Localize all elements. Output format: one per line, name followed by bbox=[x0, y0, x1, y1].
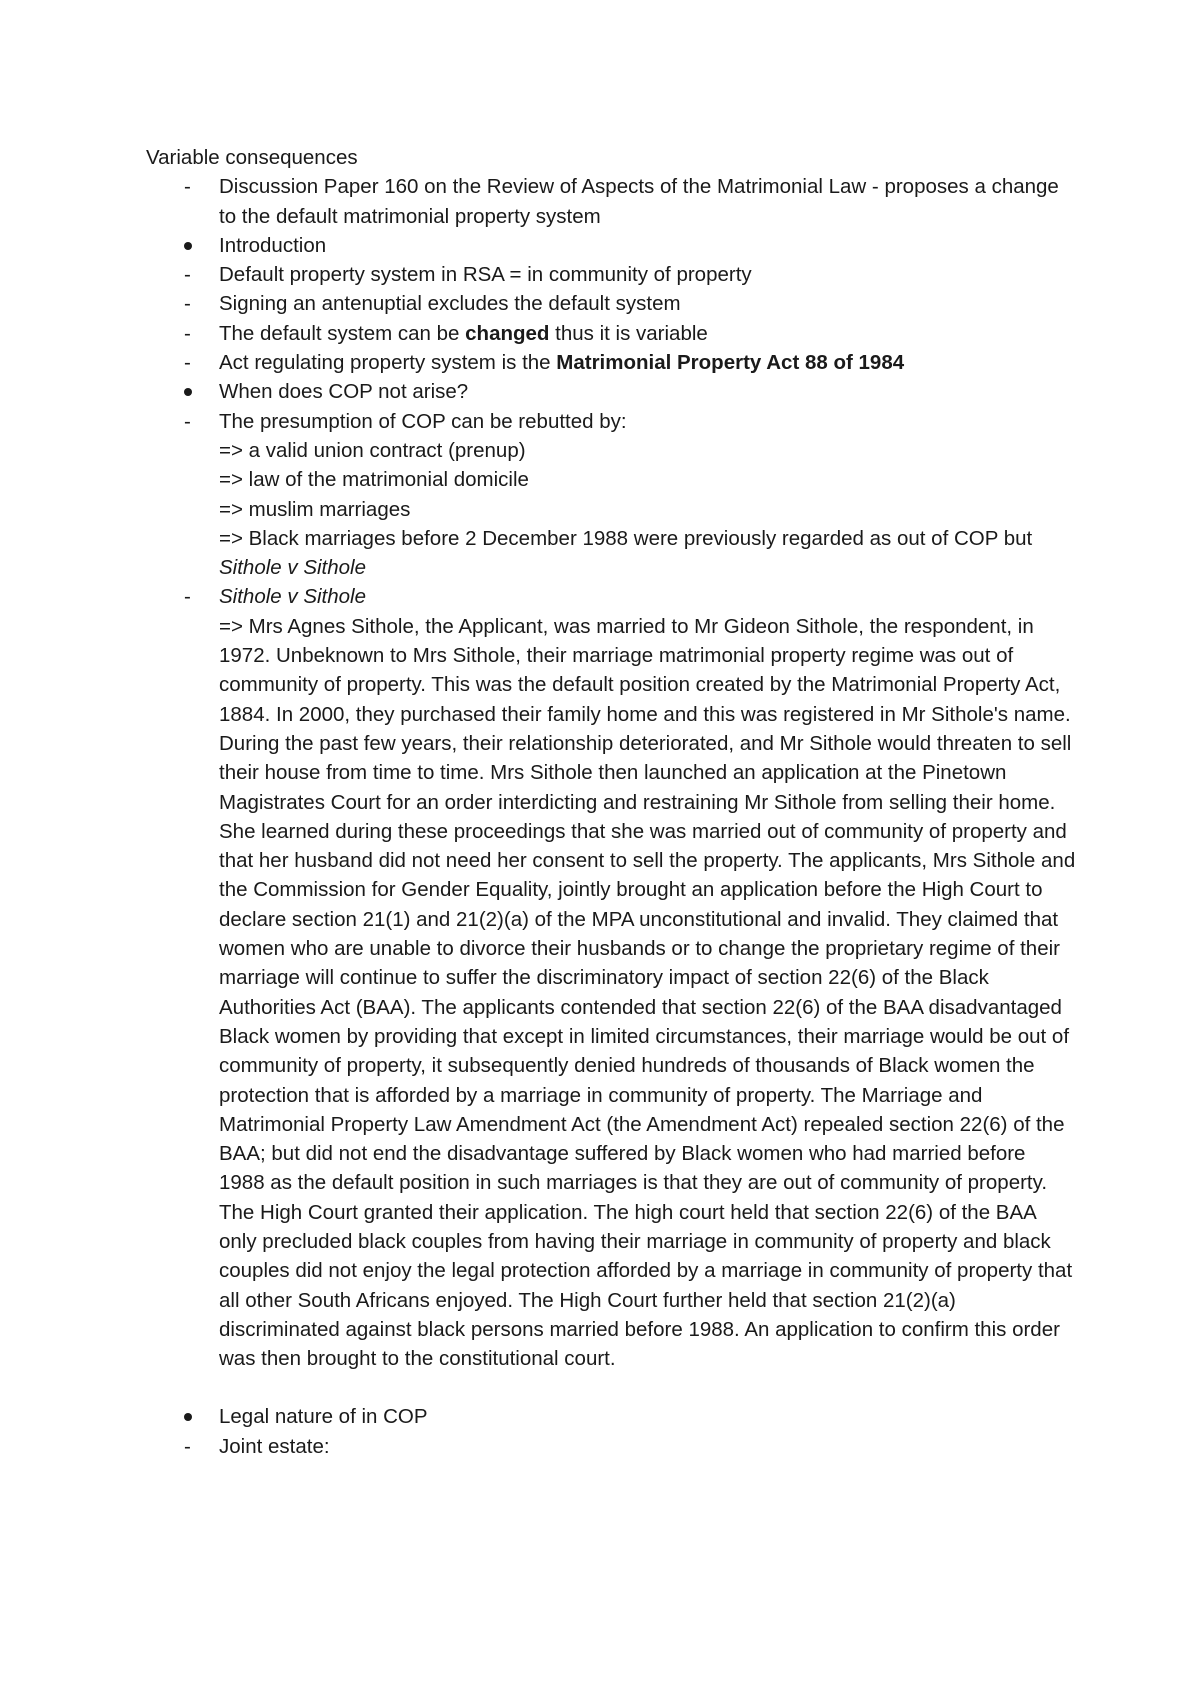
list-item-legal-nature bbox=[146, 1402, 1076, 1431]
rebuttal-text: => Black marriages before 2 December 1988 were previously regarded as out of COP but bbox=[219, 526, 1033, 550]
dash-marker: - bbox=[184, 351, 191, 375]
list-item-act bbox=[146, 348, 1076, 377]
item-text: thus it is variable bbox=[549, 321, 708, 345]
dash-marker: - bbox=[184, 292, 191, 316]
section-heading: Variable consequences bbox=[146, 146, 358, 169]
item-text: Default property system in RSA = in community of property bbox=[219, 263, 752, 287]
document-content bbox=[146, 143, 1076, 1461]
item-text: The presumption of COP can be rebutted by: bbox=[219, 409, 627, 433]
case-reference: Sithole v Sithole bbox=[219, 556, 367, 580]
list-item-variable bbox=[146, 319, 1076, 348]
bullet-icon bbox=[184, 388, 192, 396]
blank-line bbox=[146, 1373, 1076, 1402]
bold-act-name: Matrimonial Property Act 88 of 1984 bbox=[556, 351, 905, 375]
case-summary: => Mrs Agnes Sithole, the Applicant, was married to Mr Gideon Sithole, the respondent, in 1972. Unbeknown to Mrs Sithole, their marriage matrimonial property regime was out of community of property. This was the default position created by the Matrimonial Property Act, 1884. In 2000, they purchased their family home and this was registered in Mr Sithole's name. During the past few years, their relationship deteriorated, and Mr Sithole would threaten to sell their house from time to time. Mrs Sithole then launched an application at the Pinetown Magistrates Court for an order interdicting and restraining Mr Sithole from selling their home. She learned during these proceedings that she was married out of community of property and that her husband did not need her consent to sell the property. The applicants, Mrs Sithole and the Commission for Gender Equality, jointly brought an application before the High Court to declare section 21(1) and 21(2)(a) of the MPA unconstitutional and invalid. They claimed that women who are unable to divorce their husbands or to change the proprietary regime of their marriage will continue to suffer the discriminatory impact of section 22(6) of the Black Authorities Act (BAA). The applicants contended that section 22(6) of the BAA disadvantaged Black women by providing that except in limited circumstances, their marriage would be out of community of property, it subsequently denied hundreds of thousands of Black women the protection that is afforded by a marriage in community of property. The Marriage and Matrimonial Property Law Amendment Act (the Amendment Act) repealed section 22(6) of the BAA; but did not end the disadvantage suffered by Black women who had married before 1988 as the default position in such marriages is that they are out of community of property. The High Court granted their application. The high court held that section 22(6) of the BAA only precluded black couples from having their marriage in community of property and black couples did not enjoy the legal protection afforded by a marriage in community of property that all other South Africans enjoyed. The High Court further held that section 21(2)(a) discriminated against black persons married before 1988. An application to confirm this order was then brought to the constitutional court. bbox=[219, 614, 1076, 1371]
item-text: Legal nature of in COP bbox=[219, 1405, 428, 1429]
dash-marker: - bbox=[184, 585, 191, 609]
list-item-joint-estate bbox=[146, 1432, 1076, 1461]
item-text: Introduction bbox=[219, 233, 327, 257]
list-item-when-cop bbox=[146, 377, 1076, 406]
case-title: Sithole v Sithole bbox=[219, 585, 367, 609]
rebuttal-line bbox=[219, 524, 1076, 583]
item-text: Signing an antenuptial excludes the default system bbox=[219, 292, 681, 316]
list-item-case-sithole bbox=[146, 582, 1076, 1373]
list-item-introduction bbox=[146, 231, 1076, 260]
rebuttal-line: => law of the matrimonial domicile bbox=[219, 468, 529, 492]
bold-term: changed bbox=[465, 321, 550, 345]
rebuttal-line: => a valid union contract (prenup) bbox=[219, 438, 526, 462]
dash-marker: - bbox=[184, 263, 191, 287]
list-item-antenuptial bbox=[146, 289, 1076, 318]
list-item-discussion-paper bbox=[146, 172, 1076, 231]
dash-marker: - bbox=[184, 175, 191, 199]
bullet-icon bbox=[184, 242, 192, 250]
item-text: The default system can be bbox=[219, 321, 466, 345]
bullet-icon bbox=[184, 1413, 192, 1421]
item-text: Act regulating property system is the bbox=[219, 351, 557, 375]
item-text: When does COP not arise? bbox=[219, 380, 469, 404]
item-text: Joint estate: bbox=[219, 1434, 330, 1458]
rebuttal-line: => muslim marriages bbox=[219, 497, 411, 521]
dash-marker: - bbox=[184, 409, 191, 433]
dash-marker: - bbox=[184, 1434, 191, 1458]
dash-marker: - bbox=[184, 321, 191, 345]
item-text: Discussion Paper 160 on the Review of Aspects of the Matrimonial Law - proposes a change to the default matrimonial property system bbox=[219, 175, 1059, 228]
list-item-default-system bbox=[146, 260, 1076, 289]
list-item-presumption bbox=[146, 407, 1076, 583]
